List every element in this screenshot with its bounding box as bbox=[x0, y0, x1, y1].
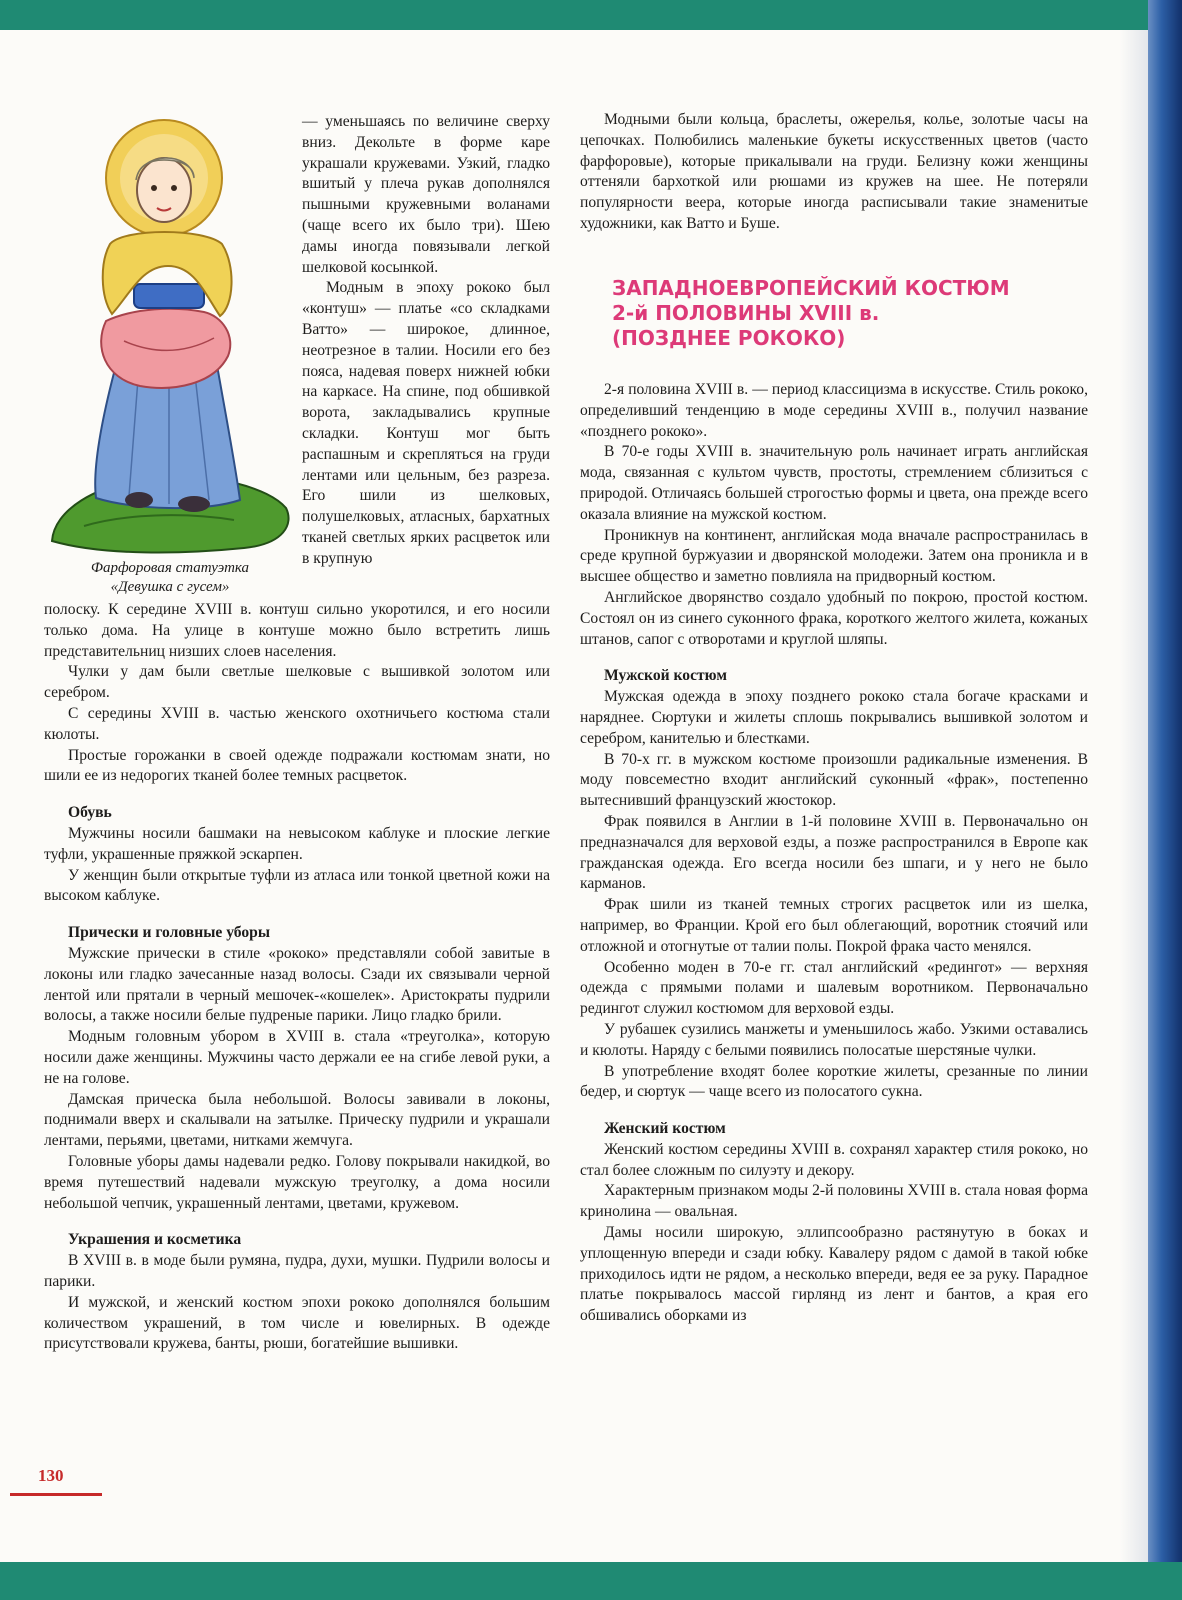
paragraph: Чулки у дам были светлые шелковые с вышивкой золотом или серебром. bbox=[44, 663, 550, 702]
paragraph: Английское дворянство создало удобный по покрою, простой костюм. Состоял он из синего суконного фрака, короткого желтого жилета, кожаных штанов, сапог с отворотами и круглой шляпы. bbox=[580, 588, 1088, 648]
figurine-apron bbox=[101, 309, 230, 388]
right-column-top bbox=[580, 110, 1088, 235]
paragraph: В 70-х гг. в мужском костюме произошли радикальные изменения. В моду повсеместно входит английский суконный «фрак», постепенно вытеснивший французский жюстокор. bbox=[580, 750, 1088, 810]
paragraph: Проникнув на континент, английская мода вначале распространилась в среде крупной буржуазии и дворянской молодежи. Затем она проникла и в высшее общество и заметно повлияла на придворный костюм. bbox=[580, 526, 1088, 586]
paragraph: В употребление входят более короткие жилеты, срезанные по линии бедер, и сюртук — чаще всего из полосатого сукна. bbox=[580, 1062, 1088, 1101]
section-title bbox=[612, 276, 1112, 351]
page-number-rule bbox=[10, 1493, 102, 1496]
paragraph: В 70-е годы XVIII в. значительную роль начинает играть английская мода, связанная с культом чувств, простоты, стремлением сблизиться с природой. Отличаясь большей строгостью формы и цвета, она прежде всего оказала влияние на мужской костюм. bbox=[580, 443, 1088, 523]
paragraph: Дамы носили широкую, эллипсообразно растянутую в боках и уплощенную впереди и сзади юбку. Кавалеру рядом с дамой в такой юбке приходилось идти не рядом, а несколько впереди, ведя ее за руку. Парадное платье покрывалось массой гирлянд из лент и бантов, а края его обшивались оборками из bbox=[580, 1224, 1088, 1325]
paragraph: У рубашек сузились манжеты и уменьшилось жабо. Узкими оставались и кюлоты. Наряду с белыми появились полосатые шерстяные чулки. bbox=[580, 1020, 1088, 1059]
paragraph: Простые горожанки в своей одежде подражали костюмам знати, но шили ее из недорогих тканей более темных расцветок. bbox=[44, 746, 550, 785]
paragraph: 2-я половина XVIII в. — период классицизма в искусстве. Стиль рококо, определивший тенденцию в моде середины XVIII в., получил название «позднего рококо». bbox=[580, 381, 1088, 440]
paragraph: — уменьшаясь по величине сверху вниз. Декольте в форме каре украшали кружевами. Узкий, гладко вшитый у плеча рукав дополнялся пышными кружевными воланами (чаще всего их было три). Шею дамы иногда повязывали легкой шелковой косынкой. bbox=[302, 113, 550, 276]
paragraph: Дамская прическа была небольшой. Волосы завивали в локоны, поднимали вверх и скалывали на затылке. Прическу пудрили и украшали лентами, перьями, цветами, нитками жемчуга. bbox=[44, 1090, 550, 1150]
section-title-line-1: ЗАПАДНОЕВРОПЕЙСКИЙ КОСТЮМ bbox=[612, 276, 1010, 300]
right-column-main bbox=[580, 380, 1088, 1327]
caption-line-2: «Девушка с гусем» bbox=[110, 579, 230, 595]
subheading-hairstyles: Прически и головные уборы bbox=[68, 924, 271, 942]
figurine-illustration bbox=[44, 116, 294, 556]
subheading-jewelry: Украшения и косметика bbox=[68, 1231, 242, 1249]
paragraph: Головные уборы дамы надевали редко. Голову покрывали накидкой, во время путешествий надевали мужскую треуголку, а дома носили небольшой чепчик, украшенный лентами, цветами, кружевом. bbox=[44, 1152, 550, 1212]
paragraph: Мужская одежда в эпоху позднего рококо стала богаче красками и наряднее. Сюртуки и жилеты сплошь покрывались вышивкой золотом и серебром, канителью и блестками. bbox=[580, 688, 1088, 747]
paragraph: Фрак появился в Англии в 1-й половине XVIII в. Первоначально он предназначался для верховой езды, а позже распространился в Европе как гражданская одежда. Его всегда носили без шпаги, и у него не было карманов. bbox=[580, 812, 1088, 893]
book-spine-edge bbox=[1148, 0, 1182, 1600]
left-narrow-column bbox=[302, 112, 550, 570]
subheading-womens-costume: Женский костюм bbox=[604, 1120, 726, 1138]
paragraph: Особенно моден в 70-е гг. стал английский «редингот» — верхняя одежда с прямыми полами и шалевым воротником. Первоначально редингот служил костюмом для верховой езды. bbox=[580, 958, 1088, 1018]
subheading-mens-costume: Мужской костюм bbox=[604, 667, 727, 685]
left-main-column bbox=[44, 600, 550, 1355]
paragraph: Мужские прически в стиле «рококо» представляли собой завитые в локоны или гладко зачесанные назад волосы. Сзади их связывали черной лентой или прятали в черный мешочек-«кошелек». Аристократы пудрили волосы, а также носили белые пудреные парики. Лицо гладко брили. bbox=[44, 944, 550, 1025]
paragraph: Женский костюм середины XVIII в. сохранял характер стиля рококо, но стал более сложным по силуэту и декору. bbox=[580, 1140, 1088, 1179]
page-gutter-shadow bbox=[1120, 30, 1148, 1562]
paragraph: Модными были кольца, браслеты, ожерелья, колье, золотые часы на цепочках. Полюбились маленькие букеты искусственных цветов (часто фарфоровые), которые прикалывали на груди. Белизну кожи женщины оттеняли бархоткой или рюшами из кружев на шее. Не потеряли популярности веера, которые иногда расписывали такие знаменитые художники, как Ватто и Буше. bbox=[580, 111, 1088, 232]
paragraph: полоску. К середине XVIII в. контуш сильно укоротился, и его носили только дома. На улице в контуше можно было встретить лишь представительниц низших слоев населения. bbox=[44, 601, 550, 660]
paragraph: С середины XVIII в. частью женского охотничьего костюма стали кюлоты. bbox=[44, 704, 550, 743]
section-title-line-3: (ПОЗДНЕЕ РОКОКО) bbox=[612, 326, 846, 350]
paragraph: Характерным признаком моды 2-й половины XVIII в. стала новая форма кринолина — овальная. bbox=[580, 1182, 1088, 1221]
paragraph: Модным в эпоху рококо был «контуш» — платье «со складками Ватто» — широкое, длинное, неотрезное в талии. Носили его без пояса, надевая поверх нижней юбки на каркасе. На спине, под обшивкой ворота, закладывались крупные складки. Контуш мог быть распашным и скрепляться на груди лентами или цельным, без разреза. Его шили из шелковых, полушелковых, атласных, бархатных тканей светлых ярких расцветок или в крупную bbox=[302, 279, 550, 567]
top-color-band bbox=[0, 0, 1182, 30]
paragraph: У женщин были открытые туфли из атласа или тонкой цветной кожи на высоком каблуке. bbox=[44, 866, 550, 905]
paragraph: Мужчины носили башмаки на невысоком каблуке и плоские легкие туфли, украшенные пряжкой эскарпен. bbox=[44, 824, 550, 863]
paragraph: Фрак шили из тканей темных строгих расцветок или из шелка, например, во Франции. Крой его был облегающий, воротник стоячий или отложной и отогнутые от талии полы. Покрой фрака часто менялся. bbox=[580, 896, 1088, 955]
figurine-face bbox=[137, 158, 191, 222]
paragraph: И мужской, и женский костюм эпохи рококо дополнялся большим количеством украшений, в том числе и ювелирных. В одежде присутствовали кружева, банты, рюши, богатейшие вышивки. bbox=[44, 1293, 550, 1353]
bottom-color-band bbox=[0, 1562, 1182, 1600]
paragraph: Модным головным убором в XVIII в. стала «треуголка», которую носили даже женщины. Мужчины часто держали ее на сгибе левой руки, а не на голове. bbox=[44, 1028, 550, 1087]
section-title-line-2: 2-й ПОЛОВИНЫ XVIII в. bbox=[612, 301, 880, 325]
page-number: 130 bbox=[38, 1466, 64, 1485]
figure-caption bbox=[50, 559, 290, 597]
subheading-shoes: Обувь bbox=[68, 804, 112, 822]
caption-line-1: Фарфоровая статуэтка bbox=[90, 560, 250, 576]
paragraph: В XVIII в. в моде были румяна, пудра, духи, мушки. Пудрили волосы и парики. bbox=[44, 1252, 550, 1290]
